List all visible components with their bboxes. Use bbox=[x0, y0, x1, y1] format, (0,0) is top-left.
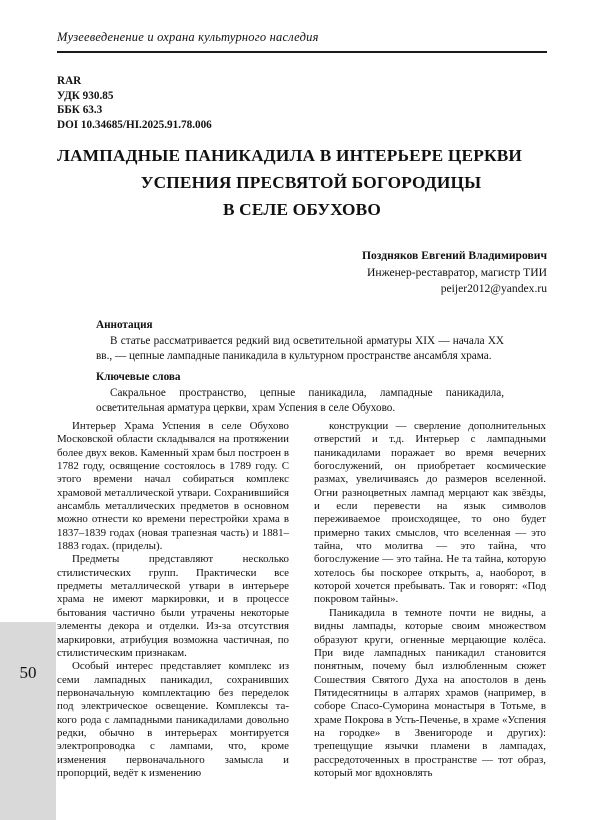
code-udk: УДК 930.85 bbox=[57, 89, 114, 102]
keywords-text: Сакральное пространство, цепные паникадила, лампадные паникадила, осветительная арматура церкви, храм Успения в селе Обухово. bbox=[96, 387, 504, 414]
author-block bbox=[217, 248, 547, 298]
header-divider bbox=[57, 51, 547, 53]
paragraph: Предметы представляют несколько стилистических групп. Практически все предметы металлической утвари в интерьере храма не имеют маркировки, и в процессе бытования частично были утрачены некоторые элементы декора и отделки. Из-за отсутствия маркировки, атрибуция возможна частичная, по стилистическим признакам. bbox=[57, 553, 289, 659]
abstract-section bbox=[96, 318, 504, 423]
title-line-1: ЛАМПАДНЫЕ ПАНИКАДИЛА В ИНТЕРЬЕРЕ ЦЕРКВИ bbox=[57, 146, 523, 165]
author-affiliation: Инженер-реставратор, магистр ТИИ bbox=[367, 265, 547, 279]
code-doi: DOI 10.34685/HI.2025.91.78.006 bbox=[57, 118, 212, 131]
author-name: Поздняков Евгений Владимирович bbox=[361, 249, 547, 262]
keywords-heading: Ключевые слова bbox=[96, 371, 181, 384]
code-rar: RAR bbox=[57, 75, 82, 87]
page-title bbox=[57, 142, 547, 223]
classification-codes bbox=[57, 74, 212, 132]
title-line-3: В СЕЛЕ ОБУХОВО bbox=[222, 200, 382, 219]
paragraph: Особый интерес представляет комплекс из семи лампадных паникадил, сохранивших первоначальную комплектацию без переделок под электрическое освещение. Комплексы та- кого рода с лампадными паникадилами довольно редки, обычно в интерьерах монтируется электропроводка с лампами, что, кроме изменения первоначального замысла и пропорций, ведёт к изменению bbox=[57, 660, 289, 779]
paragraph: конструкции — сверление дополнительных отверстий и т.д. Интерьер с лампадными паникадилами поражает во время вечерних богослужений, он приобретает космические размах, увеличиваясь до размеров вселенной. Огни разноцветных лампад мерцают как звёзды, и если перевести на язык символов переживаемое происходящее, то оно будет примерно таких смыслов, что вселенная — это тайна, что молитва — это тайна, что богослужение — это тайна. Не та тайна, которую хотелось бы поскорее открыть, а, наоборот, в которой хочется пребывать. Так и говорят: «Под покровом тайны». bbox=[314, 420, 546, 606]
body-columns bbox=[57, 420, 547, 780]
author-email: peijer2012@yandex.ru bbox=[440, 282, 547, 295]
page-number-tab bbox=[0, 622, 56, 820]
column-right bbox=[314, 420, 546, 780]
column-left bbox=[57, 420, 289, 780]
abstract-heading: Аннотация bbox=[96, 319, 153, 331]
page-number: 50 bbox=[19, 663, 37, 682]
paragraph: Паникадила в темноте почти не видны, а видны лампады, которые своим множеством образуют круги, огненные мерцающие колёса. При виде лампадных паникадил становится понятным, почему был излюбленным сюжет Сошествия Святого Духа на апостолов в день Пятидесятницы в алтарях храмов (например, в соборе Спасо-Суморина монастыря в Тотьме, в храме Покрова в Усть-Печенье, в храме «Успения на городке» в Звенигороде и других): трепещущие язычки пламени в лампадах, рассредоточенных в пространстве — тот образ, который мог вдохновлять bbox=[314, 606, 546, 779]
abstract-text: В статье рассматривается редкий вид осветительной арматуры XIX — начала XX вв., — цепные лампадные паникадила в культурном пространстве ансамбля храма. bbox=[96, 334, 504, 362]
title-line-2: УСПЕНИЯ ПРЕСВЯТОЙ БОГОРОДИЦЫ bbox=[140, 173, 482, 192]
paragraph: Интерьер Храма Успения в селе Обухово Московской области складывался на протяжении более двух веков. Каменный храм был построен в 1782 году, освящение состоялось в 1789 году. С этого времени начал собираться комплекс храмовой металлической утвари. Сохранившийся ансамбль металлических предметов в основном можно отнести ко времени перестройки храма в 1837–1839 годах (новая трапезная часть) и 1881–1883 годах. (приделы). bbox=[57, 420, 289, 553]
code-bbk: ББК 63.3 bbox=[57, 104, 103, 117]
running-head: Музееведенение и охрана культурного наследия bbox=[57, 30, 319, 44]
